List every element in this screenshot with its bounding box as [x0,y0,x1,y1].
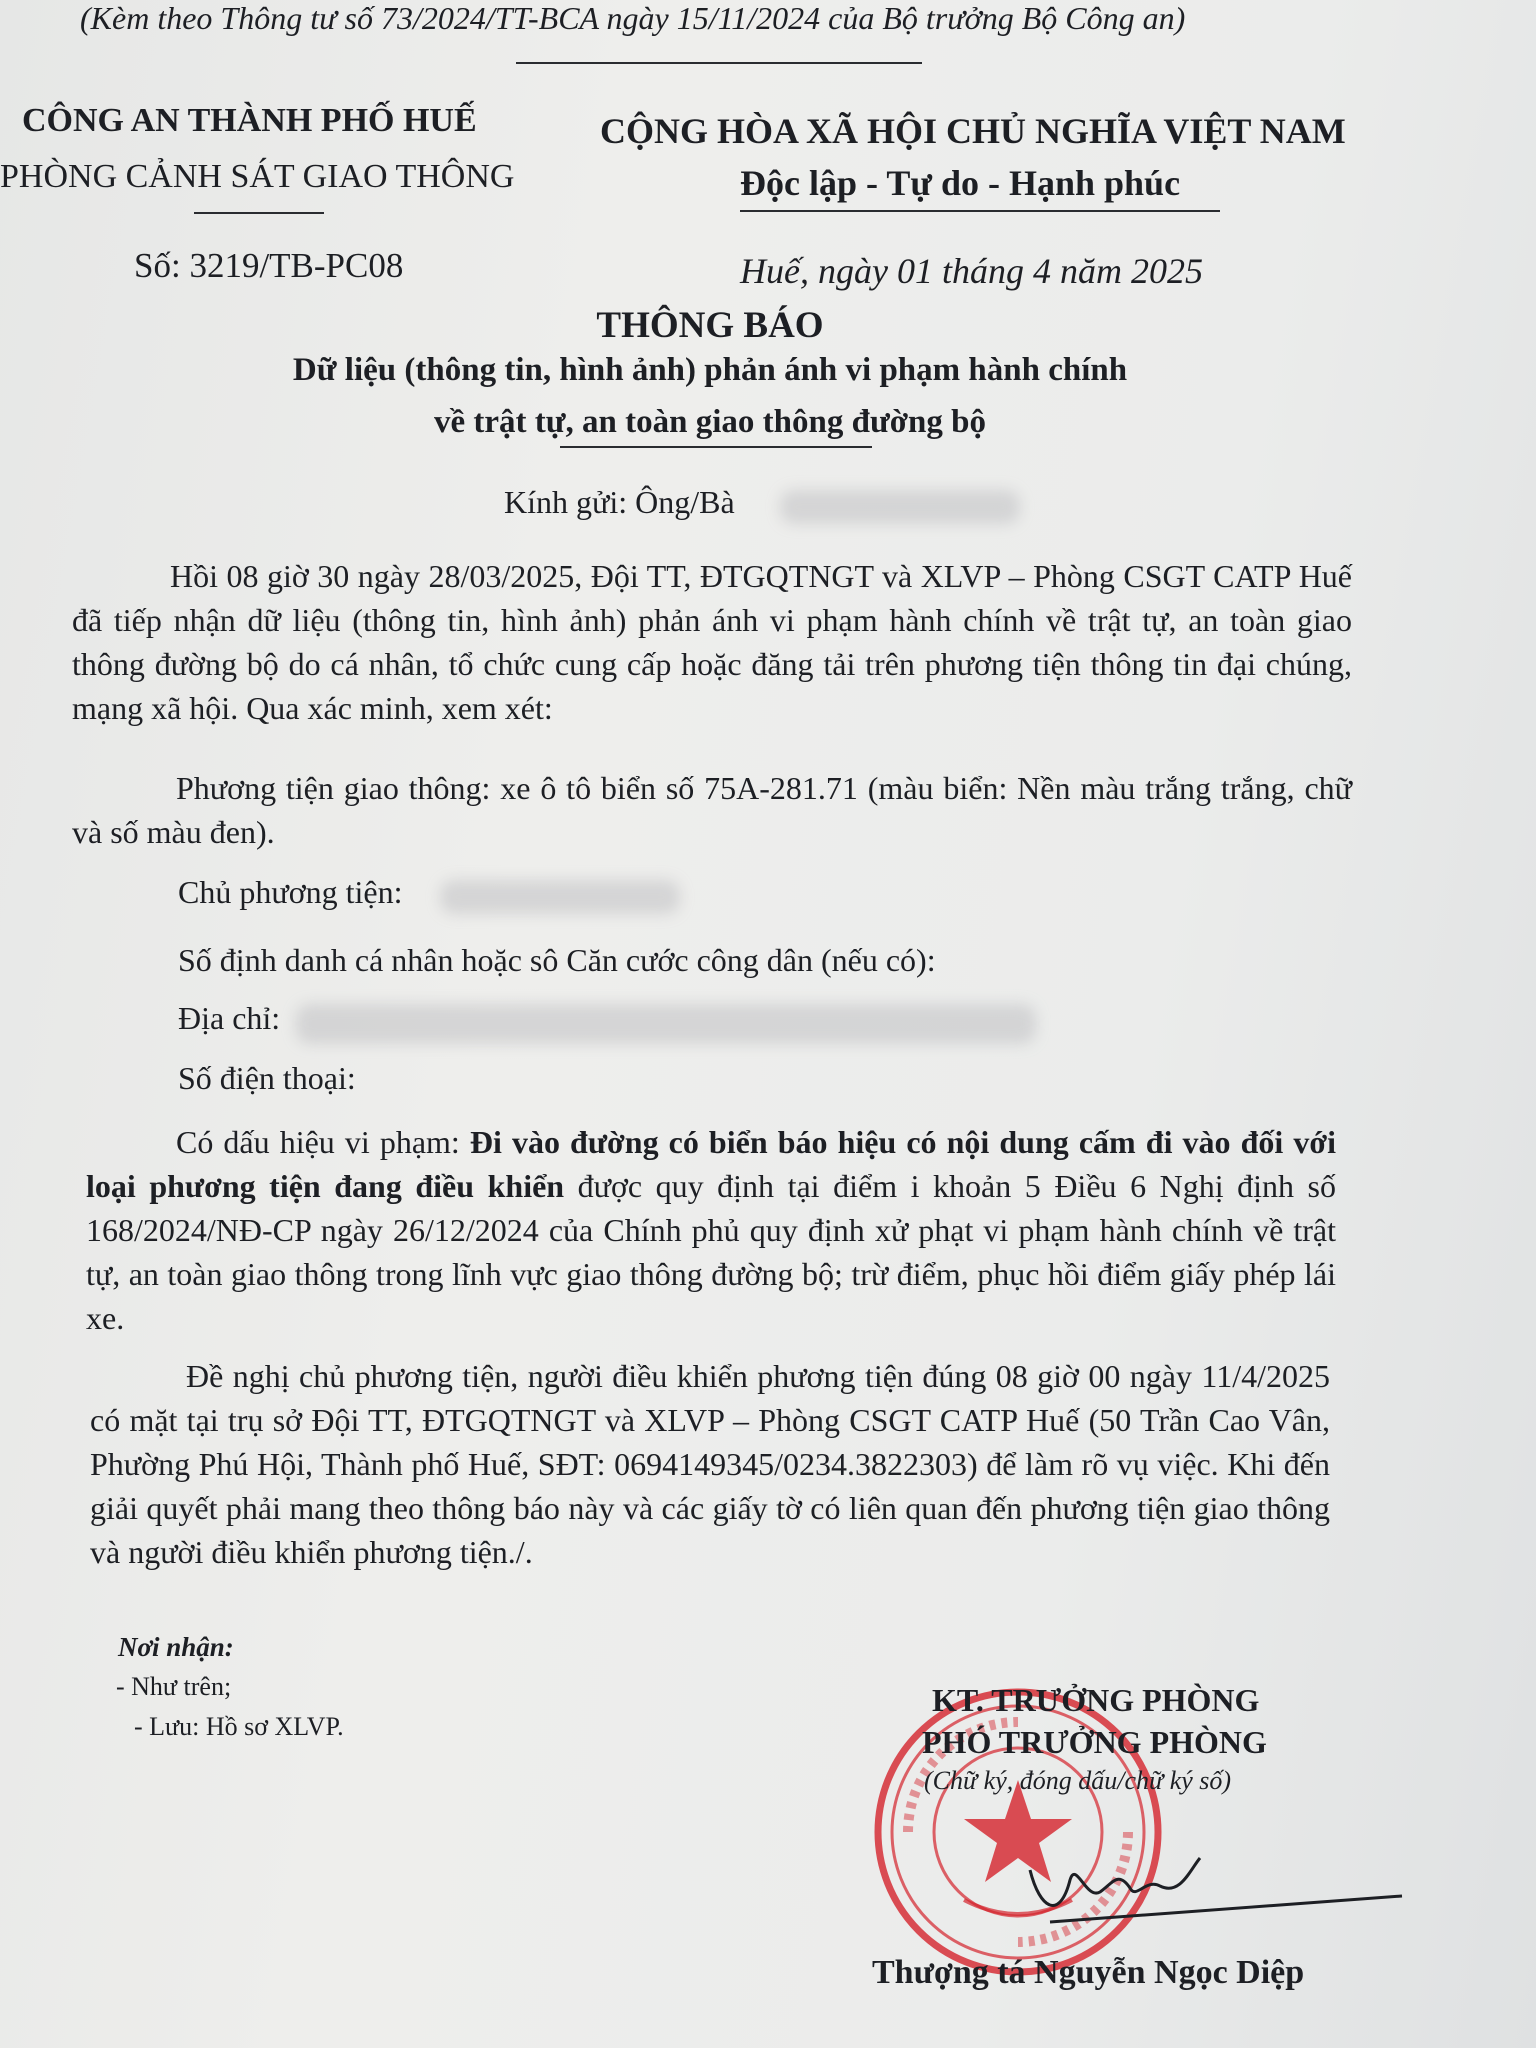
divider [740,210,1220,212]
vehicle-paragraph: Phương tiện giao thông: xe ô tô biển số 75A-281.71 (màu biển: Nền màu trắng trắng, chữ và số màu đen). [72,770,1352,850]
document-number: Số: 3219/TB-PC08 [134,246,404,285]
owner-label: Chủ phương tiện: [178,874,403,910]
handwritten-signature [990,1840,1410,1930]
appendix-note: (Kèm theo Thông tư số 73/2024/TT-BCA ngày 15/11/2024 của Bộ trưởng Bộ Công an) [80,0,1186,36]
recipient-item: - Lưu: Hồ sơ XLVP. [134,1712,344,1741]
address-label: Địa chỉ: [178,1000,281,1036]
divider [516,62,922,64]
motto: Độc lập - Tự do - Hạnh phúc [740,163,1181,203]
violation-description: Đi vào đường có biển báo hiệu có nội dung cấm đi vào đối với loại phương tiện đang điều khiển [86,1124,1337,1204]
org-parent: CÔNG AN THÀNH PHỐ HUẾ [22,102,477,139]
redacted-address [296,1004,1036,1044]
greeting: Kính gửi: Ông/Bà [504,484,735,520]
redacted-name [780,490,1020,524]
body-paragraph: Hồi 08 giờ 30 ngày 28/03/2025, Đội TT, ĐTGQTNGT và XLVP – Phòng CSGT CATP Huế đã tiếp nhận dữ liệu (thông tin, hình ảnh) phản ánh vi phạm hành chính về trật tự, an toàn giao thông đường bộ do cá nhân, tổ chức cung cấp hoặc đăng tải trên phương tiện thông tin đại chúng, mạng xã hội. Qua xác minh, xem xét: [72,558,1352,726]
document-subtitle: về trật tự, an toàn giao thông đường bộ [433,404,986,440]
phone-label: Số điện thoại: [178,1060,356,1096]
org-unit: PHÒNG CẢNH SÁT GIAO THÔNG [0,158,515,195]
document-title: THÔNG BÁO [596,305,824,346]
nation-title: CỘNG HÒA XÃ HỘI CHỦ NGHĨA VIỆT NAM [600,111,1346,151]
divider [194,212,324,214]
recipient-item: - Như trên; [116,1672,232,1701]
violation-lead: Có dấu hiệu vi phạm: [176,1124,470,1160]
document-subtitle: Dữ liệu (thông tin, hình ảnh) phản ánh vi phạm hành chính [292,352,1128,388]
divider [560,446,872,448]
violation-paragraph [86,1120,1336,1340]
signer-name: Thượng tá Nguyễn Ngọc Diệp [872,1954,1305,1991]
place-date: Huế, ngày 01 tháng 4 năm 2025 [740,251,1203,291]
signature-note: (Chữ ký, đóng dấu/chữ ký số) [924,1766,1232,1795]
violation-legal-basis: được quy định tại điểm i khoản 5 Điều 6 Nghị định số 168/2024/NĐ-CP ngày 26/12/2024 của Chính phủ quy định xử phạt vi phạm hành chính về trật tự, an toàn giao thông trong lĩnh vực giao thông đường bộ; trừ điểm, phục hồi điểm giấy phép lái xe. [86,1168,1337,1336]
redacted-owner [440,880,680,914]
signature-authority: KT. TRƯỞNG PHÒNG [932,1682,1260,1718]
signature-position: PHÓ TRƯỞNG PHÒNG [922,1724,1267,1760]
recipients-title: Nơi nhận: [118,1632,234,1662]
id-label: Số định danh cá nhân hoặc sô Căn cước công dân (nếu có): [178,942,936,978]
request-paragraph: Đề nghị chủ phương tiện, người điều khiển phương tiện đúng 08 giờ 00 ngày 11/4/2025 có mặt tại trụ sở Đội TT, ĐTGQTNGT và XLVP – Phòng CSGT CATP Huế (50 Trần Cao Vân, Phường Phú Hội, Thành phố Huế, SĐT: 0694149345/0234.3822303) để làm rõ vụ việc. Khi đến giải quyết phải mang theo thông báo này và các giấy tờ có liên quan đến phương tiện giao thông và người điều khiển phương tiện./. [90,1358,1330,1570]
